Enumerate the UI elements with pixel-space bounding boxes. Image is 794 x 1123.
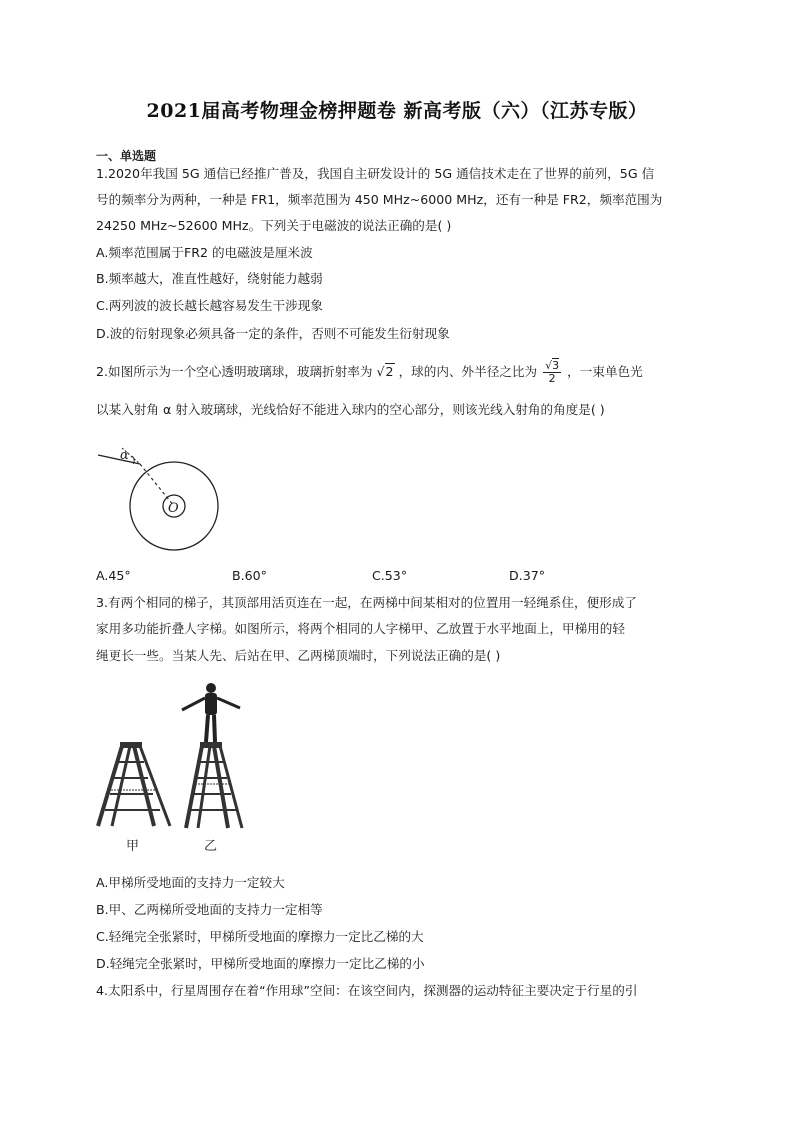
ladder-yi: [186, 742, 242, 828]
q1-line-1: 1.2020年我国 5G 通信已经推广普及，我国自主研发设计的 5G 通信技术走在了世界的前列，5G 信: [96, 166, 655, 181]
q2-option-d: D.37°: [509, 568, 546, 583]
fraction-numerator-radicand: 3: [552, 359, 560, 372]
q3-option-c: C.轻绳完全张紧时，甲梯所受地面的摩擦力一定比乙梯的大: [96, 929, 424, 944]
q2-line-2: 以某入射角 α 射入玻璃球，光线恰好不能进入球内的空心部分，则该光线入射角的角度是( ): [96, 402, 605, 417]
glass-sphere-figure: [96, 440, 246, 570]
ladders-figure: [92, 680, 252, 858]
person-silhouette: [182, 683, 240, 742]
label-jia: 甲: [126, 839, 140, 854]
fraction-denominator: 2: [548, 372, 556, 385]
q2-text-a: 2.如图所示为一个空心透明玻璃球，玻璃折射率为: [96, 364, 373, 379]
q3-option-a: A.甲梯所受地面的支持力一定较大: [96, 875, 285, 890]
ratio-fraction: [543, 360, 561, 385]
normal-line: [140, 464, 174, 506]
q2-text-b: ，球的内、外半径之比为: [398, 364, 538, 379]
q4-line-1: 4.太阳系中，行星周围存在着“作用球”空间：在该空间内，探测器的运动特征主要决定于行星的引: [96, 983, 638, 998]
q1-option-b: B.频率越大，准直性越好，绕射能力越弱: [96, 271, 323, 286]
q2-option-b: B.60°: [232, 568, 267, 583]
q1-option-c: C.两列波的波长越长越容易发生干涉现象: [96, 298, 323, 313]
q3-line-1: 3.有两个相同的梯子，其顶部用活页连在一起，在两梯中间某相对的位置用一轻绳系住，便形成了: [96, 595, 637, 610]
alpha-label: α: [120, 448, 129, 463]
q3-line-3: 绳更长一些。当某人先、后站在甲、乙两梯顶端时，下列说法正确的是( ): [96, 648, 501, 663]
q2-option-a: A.45°: [96, 568, 131, 583]
center-o-label: O: [168, 501, 179, 516]
sqrt-expression: √2: [376, 364, 394, 379]
q3-option-b: B.甲、乙两梯所受地面的支持力一定相等: [96, 902, 323, 917]
q1-line-2: 号的频率分为两种，一种是 FR1，频率范围为 450 MHz~6000 MHz，还有一种是 FR2，频率范围为: [96, 192, 663, 207]
label-yi: 乙: [204, 839, 218, 854]
q2-option-c: C.53°: [372, 568, 408, 583]
q1-option-a: A.频率范围属于FR2 的电磁波是厘米波: [96, 245, 313, 260]
q3-option-d: D.轻绳完全张紧时，甲梯所受地面的摩擦力一定比乙梯的小: [96, 956, 425, 971]
section-heading: 一、单选题: [96, 149, 157, 163]
q1-option-d: D.波的衍射现象必须具备一定的条件，否则不可能发生衍射现象: [96, 326, 450, 341]
q3-line-2: 家用多功能折叠人字梯。如图所示，将两个相同的人字梯甲、乙放置于水平地面上，甲梯用的轻: [96, 621, 625, 636]
ladder-jia: [98, 742, 170, 826]
fraction-numerator: √3: [545, 359, 560, 372]
sqrt-radicand: 2: [385, 364, 394, 379]
page-title: 2021届高考物理金榜押题卷 新高考版（六）（江苏专版）: [146, 100, 648, 122]
q1-line-3: 24250 MHz~52600 MHz。下列关于电磁波的说法正确的是( ): [96, 218, 452, 233]
q2-line-1: [96, 358, 643, 386]
q2-text-c: ，一束单色光: [567, 364, 643, 379]
